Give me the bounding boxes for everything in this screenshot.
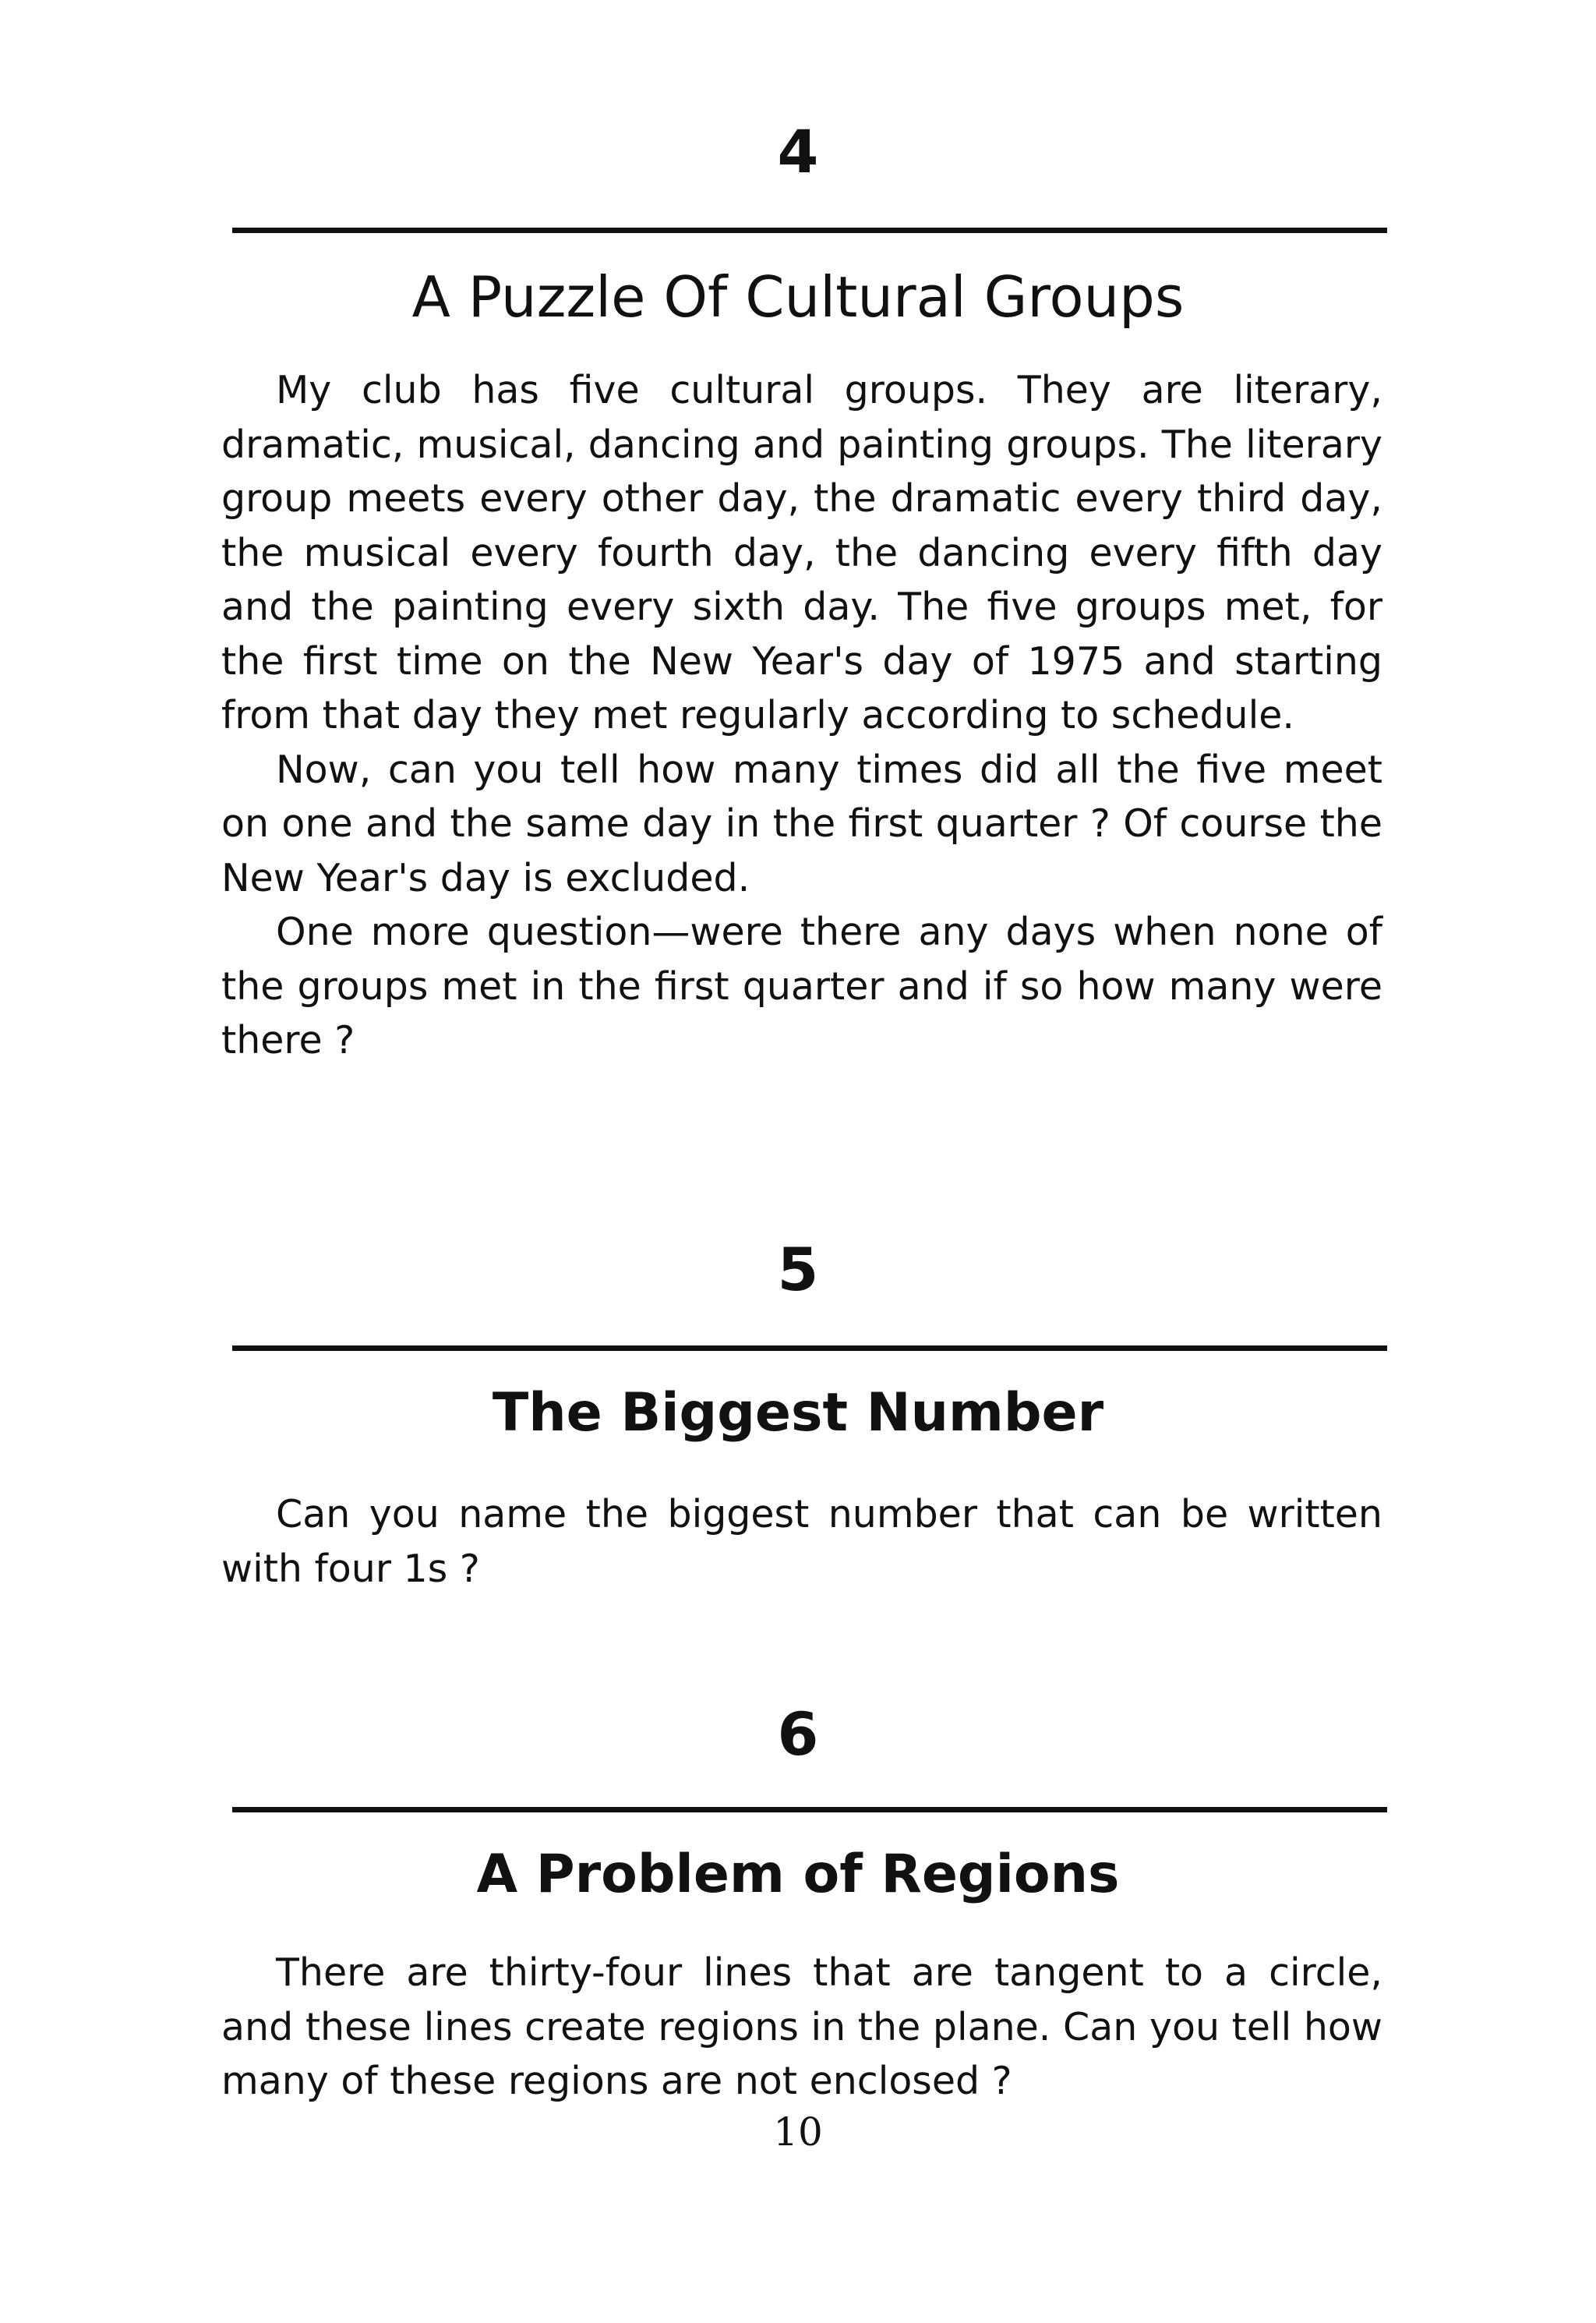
problem-paragraph: One more question—were there any days when none of the groups met in the first quarter and if so how many were there ?	[221, 910, 1382, 1062]
section-rule	[232, 228, 1387, 233]
problem-body	[221, 1946, 1382, 2109]
page-number: 10	[773, 2109, 823, 2155]
section-rule	[232, 1345, 1387, 1351]
problem-number: 6	[777, 1699, 819, 1769]
problem-number: 4	[777, 117, 819, 186]
problem-body	[221, 363, 1382, 1068]
problem-paragraph: There are thirty-four lines that are tangent to a circle, and these lines create regions in the plane. Can you tell how many of these regions are not enclosed ?	[221, 1950, 1382, 2103]
section-rule	[232, 1807, 1387, 1812]
problem-title: The Biggest Number	[492, 1382, 1104, 1444]
problem-paragraph: My club has five cultural groups. They are literary, dramatic, musical, dancing and painting groups. The literary group meets every other day, the dramatic every third day, the musical every fourth day, the dancing every fifth day and the painting every sixth day. The five groups met, for the first time on the New Year's day of 1975 and starting from that day they met regularly according to schedule.	[221, 368, 1382, 737]
problem-number: 5	[777, 1235, 819, 1304]
problem-title: A Puzzle Of Cultural Groups	[411, 264, 1185, 330]
problem-title: A Problem of Regions	[476, 1844, 1120, 1905]
problem-body	[221, 1487, 1382, 1596]
problem-paragraph: Now, can you tell how many times did all the five meet on one and the same day in the first quarter ? Of course the New Year's day is excluded.	[221, 747, 1382, 900]
problem-paragraph: Can you name the biggest number that can be written with four 1s ?	[221, 1492, 1382, 1591]
